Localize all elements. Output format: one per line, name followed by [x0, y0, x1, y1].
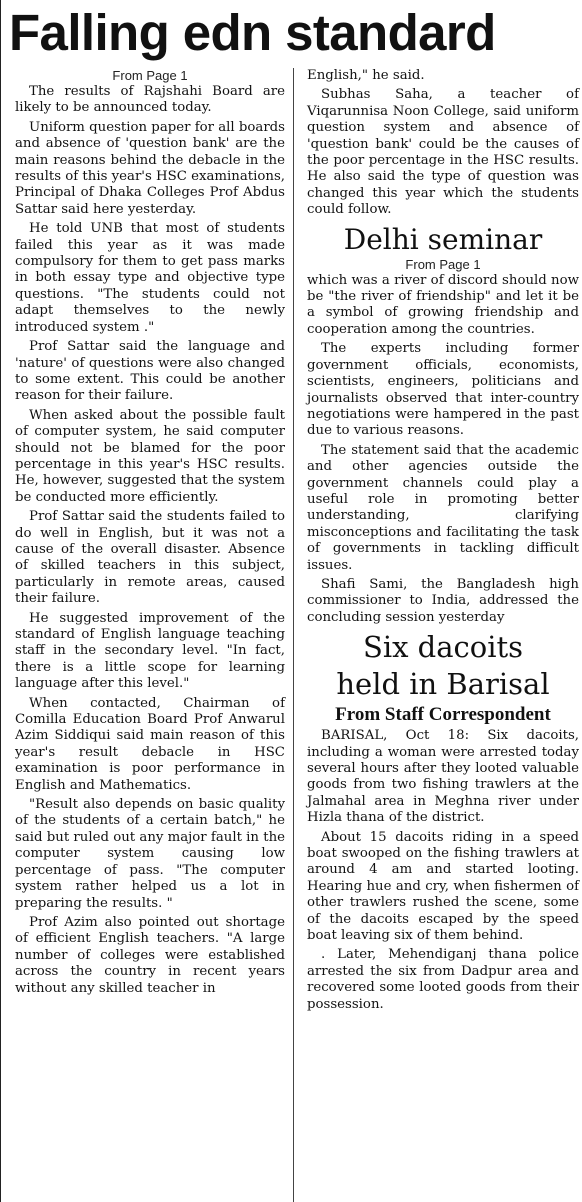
article-paragraph: Prof Sattar said the students failed to do well in English, but it was not a cause of the overall disaster. Absence of skilled teachers in this subject, particularly in remote areas, caused their failure.	[15, 509, 285, 607]
article-paragraph: which was a river of discord should now be "the river of friendship" and let it be a symbol of growing friendship and cooperation among the countries.	[307, 272, 579, 337]
dateline: From Page 1	[405, 256, 481, 272]
article-paragraph: He told UNB that most of students failed this year as it was made compulsory for them to get pass marks in both essay type and objective type questions. "The students could not adapt themselves to the newly introduced system ."	[15, 221, 285, 335]
article-paragraph: Subhas Saha, a teacher of Viqarunnisa Noon College, said uniform question system and absence of 'question bank' could be the causes of the poor percentage in the HSC results. He also said the type of question was changed this year which the students could follow.	[307, 87, 579, 218]
article-paragraph: The experts including former government officials, economists, scientists, engineers, politicians and journalists observed that inter-country negotiations were hampered in the past due to various reasons.	[307, 341, 579, 439]
headline-delhi-seminar: Delhi seminar	[343, 222, 543, 256]
article-paragraph: About 15 dacoits riding in a speed boat swooped on the fishing trawlers at around 4 am and started looting. Hearing hue and cry, when fishermen of other trawlers rushed the scene, some of the dacoits escaped by the speed boat leaving six of them behind.	[307, 829, 579, 944]
headline-six-dacoits: Six dacoits	[362, 630, 524, 665]
column-divider	[293, 68, 294, 1202]
article-paragraph: Uniform question paper for all boards and absence of 'question bank' are the main reasons behind the debacle in the results of this year's HSC examinations, Principal of Dhaka Colleges Prof Abdus Sattar said here yesterday.	[15, 119, 286, 217]
right-column	[307, 68, 579, 1202]
article-paragraph: He suggested improvement of the standard of English language teaching staff in the secondary level. "In fact, there is a little scope for learning language after this level."	[15, 610, 285, 692]
left-column	[15, 68, 285, 1202]
article-paragraph: . Later, Mehendiganj thana police arrested the six from Dadpur area and recovered some looted goods from their possession.	[307, 947, 579, 1012]
byline: From Staff Correspondent	[335, 704, 551, 726]
article-paragraph: "Result also depends on basic quality of the students of a certain batch," he said but ruled out any major fault in the computer system causing low percentage of pass. "The computer system rather helped us a lot in preparing the results. "	[15, 797, 285, 911]
headline-held-in-barisal: held in Barisal	[336, 667, 550, 702]
article-paragraph: When asked about the possible fault of computer system, he said computer should not be blamed for the poor percentage in this year's HSC results. He, however, suggested that the system be conducted more efficiently.	[15, 407, 285, 505]
headline-falling-edn-standard: Falling edn standard	[9, 4, 496, 61]
article-paragraph: The results of Rajshahi Board are likely to be announced today.	[15, 84, 285, 116]
article-paragraph: Shafi Sami, the Bangladesh high commissioner to India, addressed the concluding session yesterday	[307, 576, 579, 625]
dateline: From Page 1	[112, 68, 188, 83]
article-paragraph: BARISAL, Oct 18: Six dacoits, including a woman were arrested today several hours after they looted valuable goods from two fishing trawlers at the Jalmahal area in Meghna river under Hizla thana of the district.	[307, 728, 579, 826]
article-paragraph: English," he said.	[307, 68, 425, 83]
article-paragraph: The statement said that the academic and other agencies outside the government channels could play a useful role in promoting better understanding, clarifying misconceptions and facilitating the task of governments in tackling difficult issues.	[307, 442, 579, 573]
article-paragraph: Prof Azim also pointed out shortage of efficient English teachers. "A large number of colleges were established across the country in recent years without any skilled teacher in	[15, 914, 285, 996]
article-paragraph: When contacted, Chairman of Comilla Education Board Prof Anwarul Azim Siddiqui said main reason of this year's result debacle in HSC examination is poor performance in English and Mathematics.	[15, 695, 285, 793]
article-paragraph: Prof Sattar said the language and 'nature' of questions were also changed to some extent. This could be another reason for their failure.	[15, 339, 285, 404]
